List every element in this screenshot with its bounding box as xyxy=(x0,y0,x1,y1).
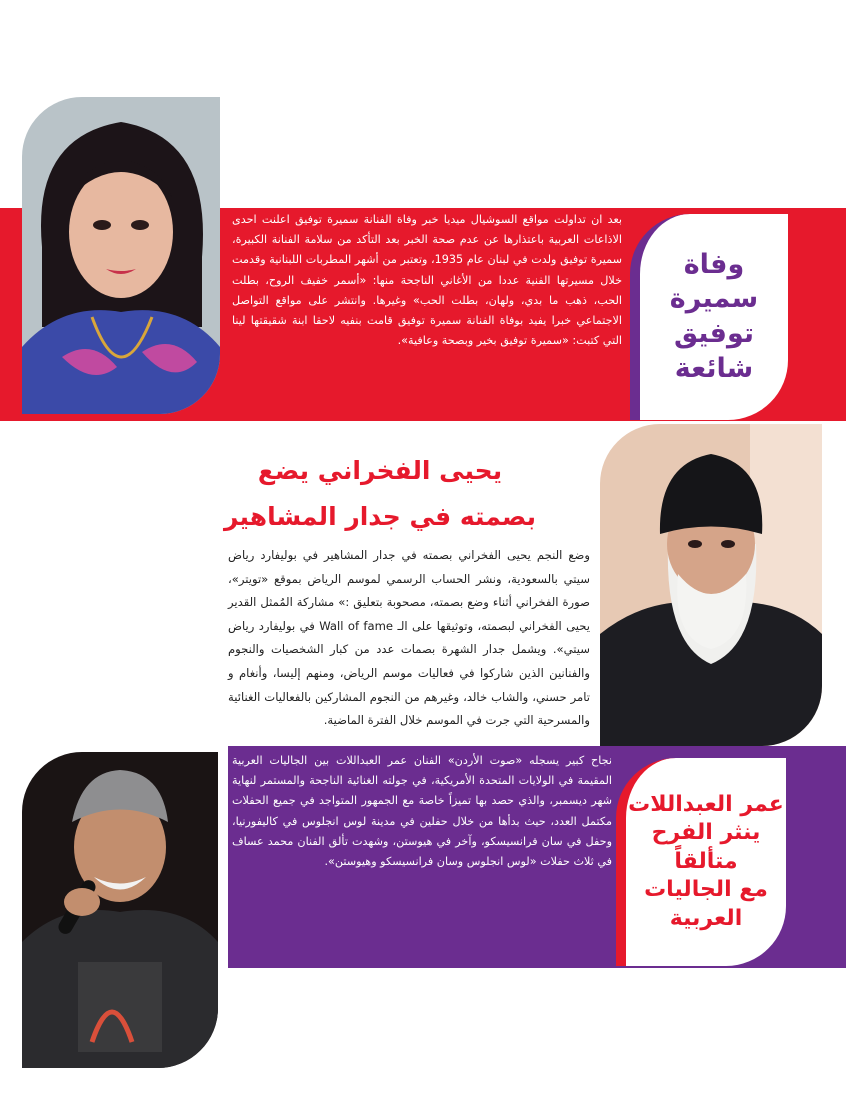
samira-title xyxy=(670,248,758,386)
samira-title-line: توفيق xyxy=(673,318,755,349)
samira-title-line: سميرة xyxy=(669,283,759,315)
omar-title-box xyxy=(616,758,786,966)
omar-title-line: ينثر الفرح متألقاً xyxy=(651,820,761,874)
samira-article-body: بعد ان تداولت مواقع السوشيال ميديا خبر وفاة الفنانة سميرة توفيق اعلنت احدى الاذاعات العربية باعتذارها عن عدم صحة الخبر بعد التأكد من سلامة الفنانة الكبيرة، سميرة توفيق ولدت في لبنان عام 1935، وتعتبر من أشهر المطربات اللبنانية وقدمت خلال مسيرتها الفنية عددا من الأغاني الناجحة منها: «أسمر خفيف الروح، بطلت الحب، ذهب ما بدي، ولهان، بطلت الحب» وغيرها. وانتشر على مواقع التواصل الاجتماعي خبرا يفيد بوفاة الفنانة سميرة توفيق قامت بنفيه لاحقا ابنة شقيقتها لينا التي كتبت: «سميرة توفيق بخير وبصحة وعافية». xyxy=(232,213,622,348)
yehia-headline xyxy=(170,448,590,540)
portrait-samira xyxy=(22,97,220,414)
omar-title-line: عمر العبداللات xyxy=(628,791,784,817)
yehia-article-body: وضع النجم يحيى الفخراني بصمته في جدار المشاهير في بوليفارد رياض سيتي بالسعودية، ونشر الحساب الرسمي لموسم الرياض بموقع «تويتر»، صورة الفخراني أثناء وضع بصمته، مصحوبة بتعليق :» مشاركة المُمثل القدير يحيى الفخراني لبصمته، وتوثيقها على الـ Wall of fame في بوليفارد رياض سيتي». ويشمل جدار الشهرة بصمات عدد من كبار الشخصيات والنجوم والفنانين الذين شاركوا في فعاليات موسم الرياض، ومنهم إليسا، وأنغام و تامر حسني، والشاب خالد، وغيرهم من النجوم المشاركين بالفعاليات الغنائية والمسرحية التي جرت في الموسم خلال الفترة الماضية. xyxy=(228,548,590,728)
omar-article-body: نجاح كبير يسجله «صوت الأردن» الفنان عمر العبداللات بين الجاليات العربية المقيمة في الولايات المتحدة الأمريكية، في جولته الغنائية الناجحة والمستمر لنهاية شهر ديسمبر، والذي حصد بها تميزاً خاصة مع الجمهور المتواجد في جميع الحفلات مكتمل العدد، حيث بدأها من خلال حفلين في مدينة لوس انجلوس في كاليفورنيا، وحفل في سان فرانسيسكو، وآخر في هيوستن، وشهدت تألق الفنان محمد عساف في ثلاث حفلات «لوس انجلوس وسان فرانسيسكو وهيوستن». xyxy=(232,754,612,869)
portrait-yehia xyxy=(600,424,822,746)
portrait-omar xyxy=(22,752,218,1068)
samira-title-line: وفاة xyxy=(683,248,745,280)
omar-title xyxy=(626,791,786,934)
samira-title-box xyxy=(630,214,788,420)
omar-title-line: العربية xyxy=(669,905,743,931)
yehia-headline-line: يحيى الفخراني يضع xyxy=(257,456,503,485)
omar-title-line: مع الجاليات xyxy=(644,877,768,903)
samira-title-line: شائعة xyxy=(674,352,754,384)
yehia-headline-line: بصمته في جدار المشاهير xyxy=(224,502,536,531)
